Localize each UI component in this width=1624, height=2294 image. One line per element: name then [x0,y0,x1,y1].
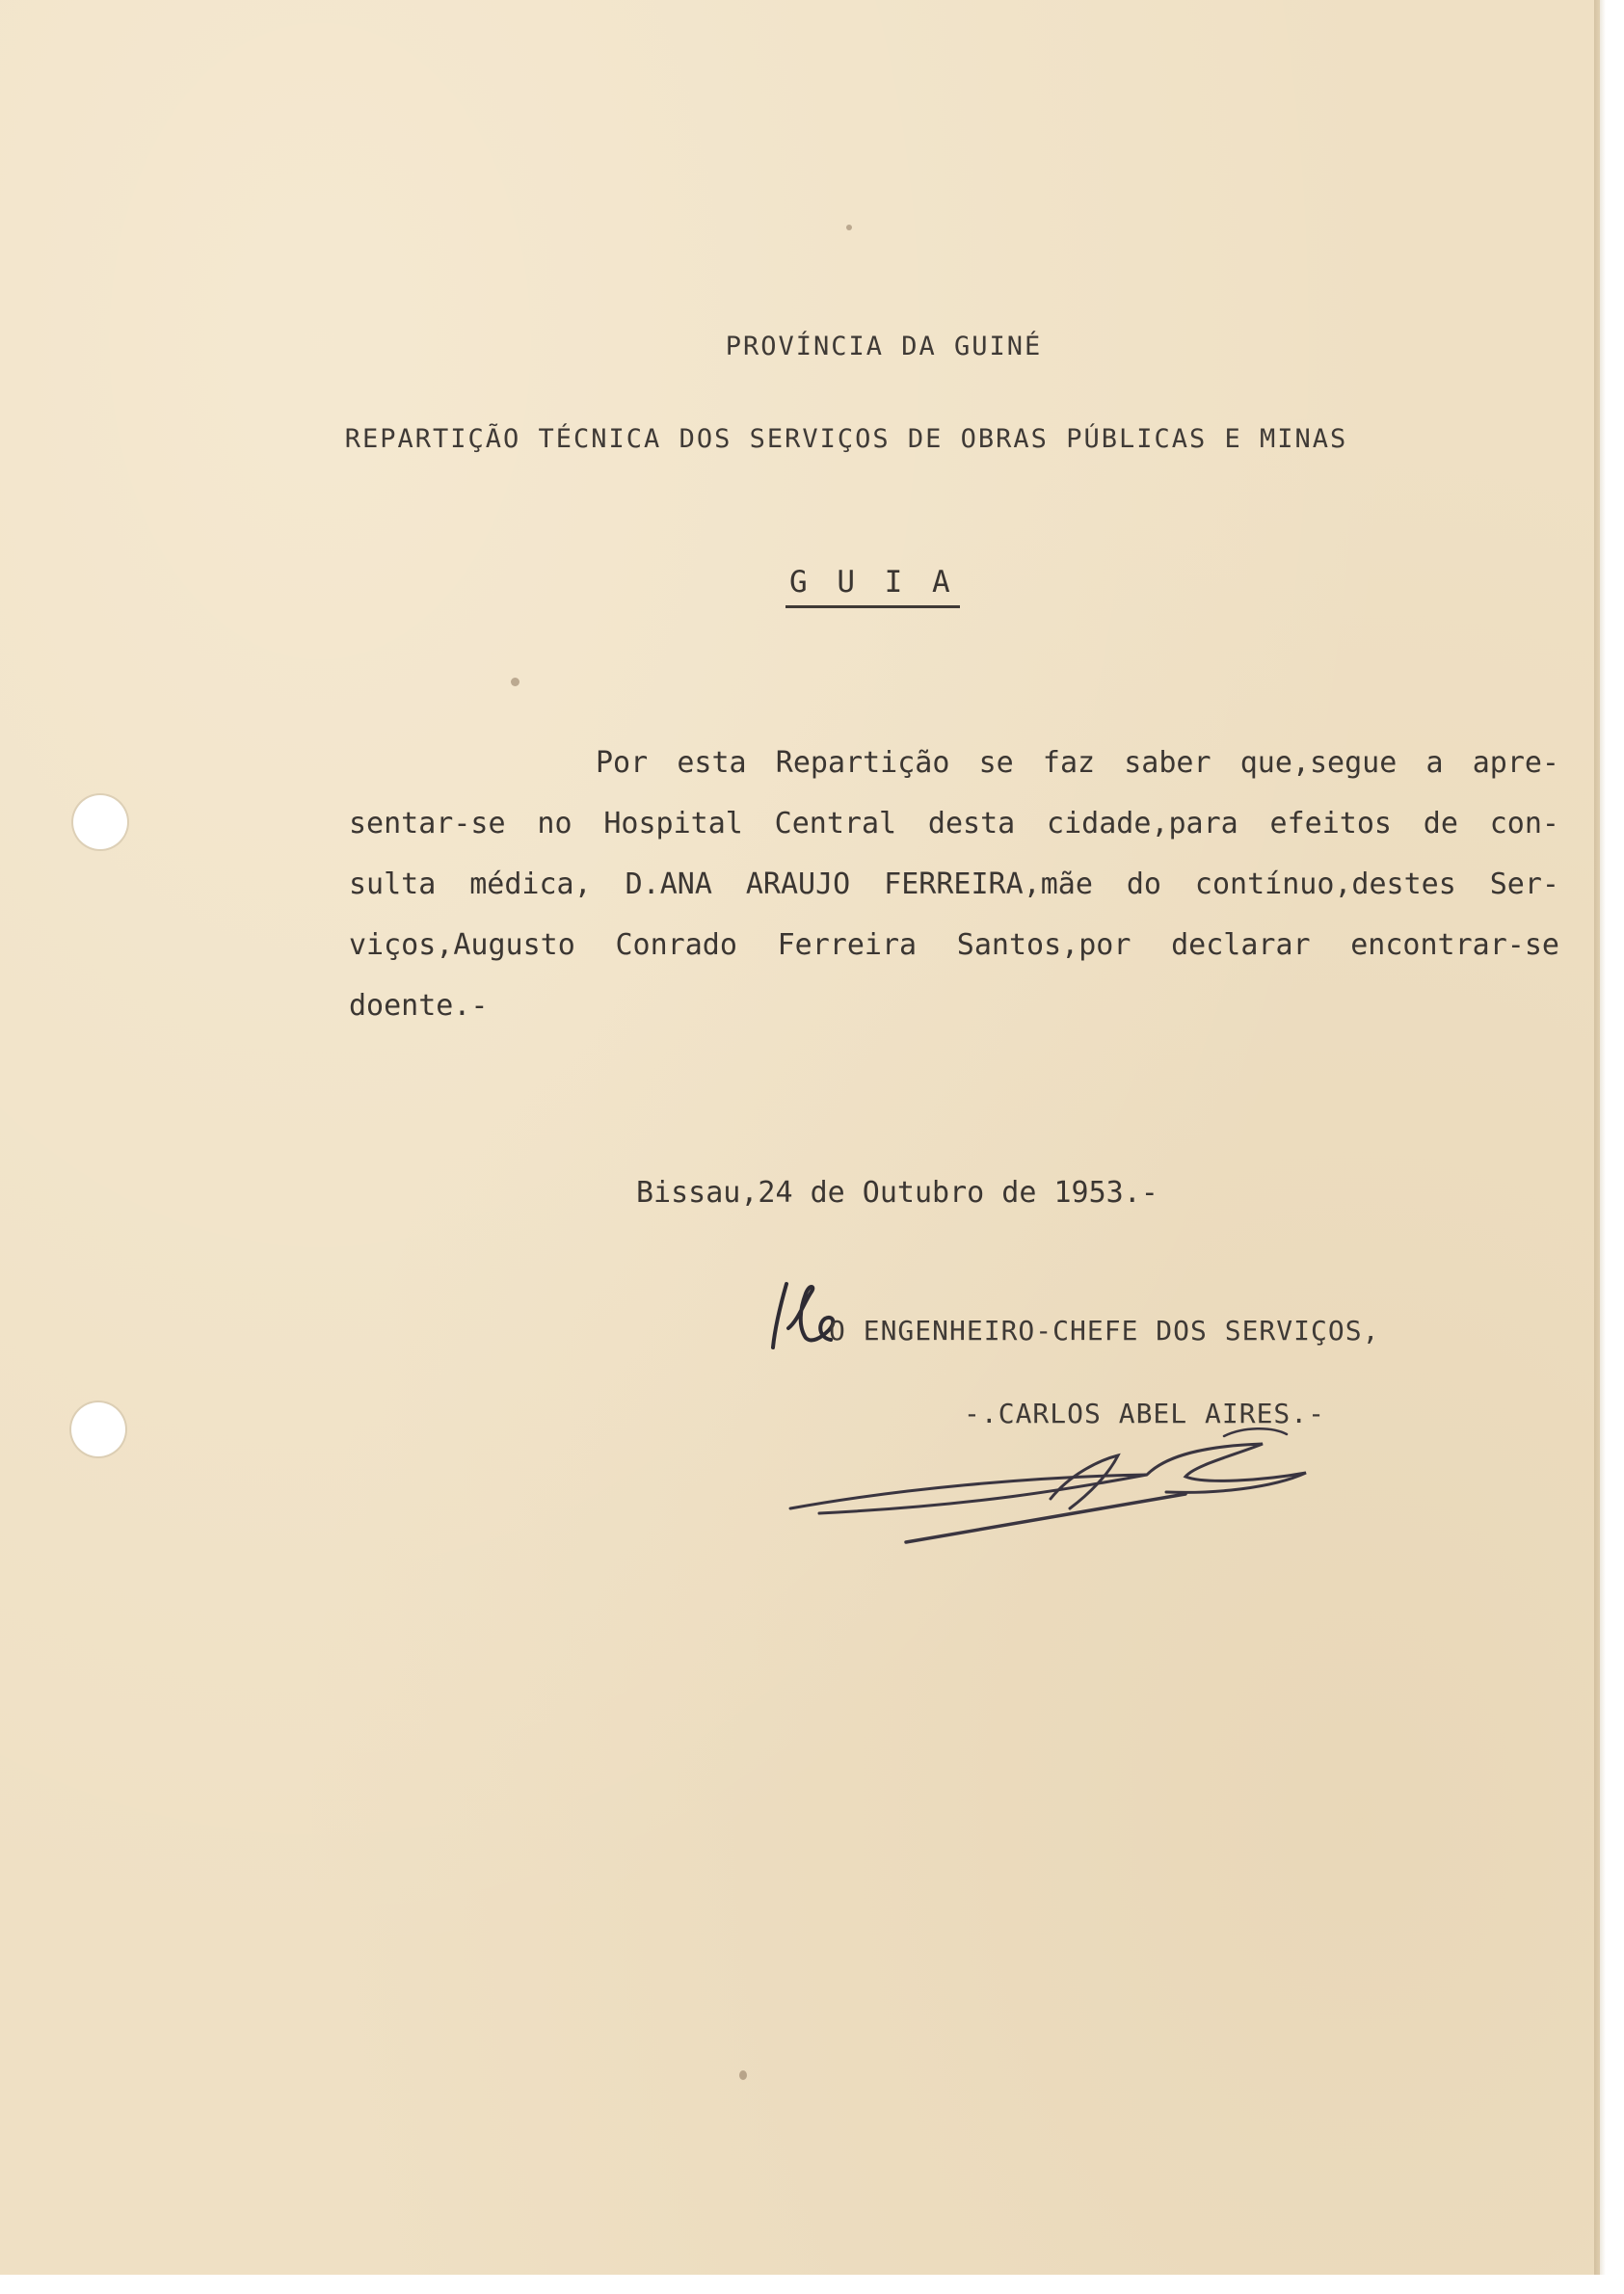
signatory-name: -.CARLOS ABEL AIRES.- [964,1398,1326,1429]
paper-speck [846,225,852,230]
signatory-role: O ENGENHEIRO-CHEFE DOS SERVIÇOS, [829,1315,1380,1347]
punch-hole-top [73,795,127,849]
department-heading: REPARTIÇÃO TÉCNICA DOS SERVIÇOS DE OBRAS PÚBLICAS E MINAS [344,424,1348,454]
body-line-4: viços,Augusto Conrado Ferreira Santos,por declarar encontrar-se [349,928,1559,962]
province-heading: PROVÍNCIA DA GUINÉ [725,332,1043,361]
body-line-1: Por esta Repartição se faz saber que,segue a apre- [596,746,1559,780]
body-line-5: doente.- [349,989,489,1023]
paper-speck [739,2070,747,2080]
document-title: G U I A [785,565,960,608]
punch-hole-bottom [71,1402,125,1456]
paper-speck [511,678,519,686]
date-line: Bissau,24 de Outubro de 1953.- [636,1176,1158,1210]
body-line-2: sentar-se no Hospital Central desta cidade,para efeitos de con- [349,807,1559,840]
body-line-3: sulta médica, D.ANA ARAUJO FERREIRA,mãe do contínuo,destes Ser- [349,867,1559,901]
handwritten-signature [781,1417,1320,1561]
